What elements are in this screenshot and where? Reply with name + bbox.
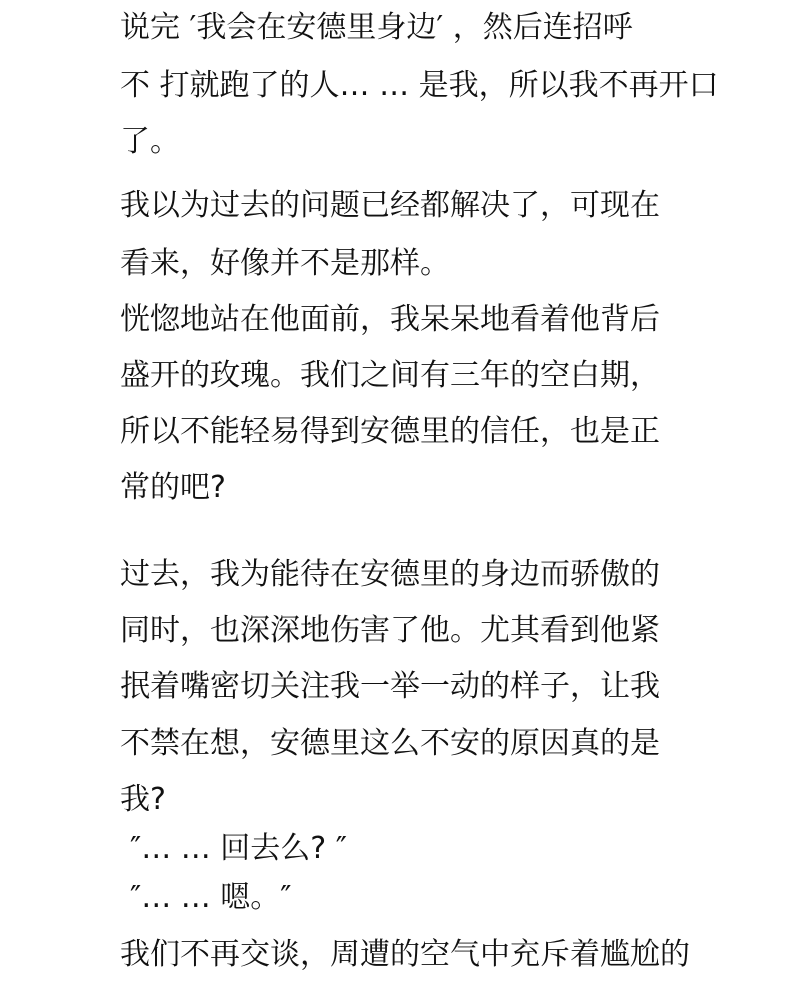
text-line: 我们不再交谈，周遭的空气中充斥着尴尬的 [120, 937, 690, 972]
dialogue-line: ″… … 回去么? ″ [130, 831, 347, 866]
text-line: 常的吧? [120, 470, 226, 505]
text-line: 抿着嘴密切关注我一举一动的样子，让我 [120, 669, 660, 704]
text-line: 过去，我为能待在安德里的身边而骄傲的 [120, 557, 660, 592]
text-line: 不禁在想，安德里这么不安的原因真的是 [120, 726, 660, 761]
text-line: 恍惚地站在他面前，我呆呆地看着他背后 [120, 302, 660, 337]
text-line: 我? [120, 782, 166, 817]
dialogue-line: ″… … 嗯。″ [130, 880, 292, 915]
text-line: 盛开的玫瑰。我们之间有三年的空白期， [120, 358, 660, 393]
text-line: 我以为过去的问题已经都解决了，可现在 [120, 188, 660, 223]
text-line: 说完 ′我会在安德里身边′ ，然后连招呼 [120, 10, 633, 45]
text-line: 了。 [120, 124, 180, 159]
text-line: 不 打就跑了的人… … 是我，所以我不再开口 [120, 68, 719, 103]
text-line: 所以不能轻易得到安德里的信任，也是正 [120, 414, 660, 449]
text-line: 同时，也深深地伤害了他。尤其看到他紧 [120, 613, 660, 648]
text-line: 看来，好像并不是那样。 [120, 246, 450, 281]
